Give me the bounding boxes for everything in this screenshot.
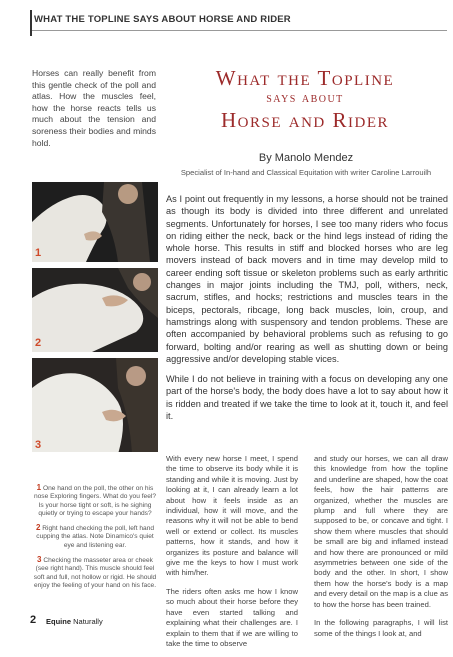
- column-left-paragraph-1: With every new horse I meet, I spend the time to observe its body while it is standing and while it is moving. Just by looking at it, I can already learn a lot about how it feels inside as an individual, how it will move, and the reasons why it will not be able to bend well or extend or collect. Its muscles patterns, how it stands, and how it organizes its posture and balance will give me the keys to how I must work with him/her.: [166, 454, 298, 578]
- page-number: 2: [30, 614, 37, 626]
- caption-number-3: 3: [37, 555, 42, 565]
- photo-1: [32, 182, 158, 262]
- body-paragraph-1: As I point out frequently in my lessons, a horse should not be trained as though its body is divided into three different and unrelated segments. Unfortunately for horses, I see too many riders who focus on riding either the neck, back or the hind legs instead of riding the whole horse. This results in stiff and blocked horses who are leg movers instead of back movers and in time may develop mild to career ending soft tissue or skeleton problems such as early arthritic changes in major joints including the TMJ, poll, withers, neck, sacrum, stifles, and hocks; restrictions and muscles tears in the biceps, pectorals, ribcage, long back muscles, loin, croup, and hamstrings along with suspensory and tendon problems. These are often accompanied by behavioral problems such as refusing to go forward, bolting and/or rearing as well as shutting down or being aggressive and/or developing stable vices.: [166, 194, 448, 364]
- caption-text-2: Right hand checking the poll, left hand cupping the atlas. Note Dinamico's quiet eye and listening ear.: [36, 525, 155, 549]
- horse-photo-3-image: [32, 358, 158, 452]
- caption-number-1: 1: [36, 483, 42, 492]
- title-line-2: says about: [266, 91, 344, 106]
- publication-name-bold: Equine: [46, 617, 72, 626]
- article-body: [166, 193, 448, 430]
- byline: By Manolo Mendez: [258, 152, 354, 164]
- header-accent-bar: [30, 10, 32, 36]
- photo-number-2: 2: [35, 337, 42, 349]
- caption-text-3: Checking the masseter area or cheek (see right hand). This muscle should feel soft and full, not hollow or rigid. He should enjoy the feeling of your hand on his face.: [33, 557, 157, 589]
- title-line-1: What the Topline: [215, 66, 395, 90]
- author-credit: Specialist of In-hand and Classical Equitation with writer Caroline Larrouilh: [180, 168, 432, 177]
- text-column-left: [166, 454, 298, 657]
- horse-photo-2-image: [32, 268, 158, 352]
- caption-number-2: 2: [35, 523, 41, 533]
- header-rule: [32, 30, 447, 31]
- photo-3: [32, 358, 158, 452]
- column-left-paragraph-2: The riders often asks me how I know so much about their horse before they have even started talking and explaining what their challenges are. I explain to them that if we are willing to take the time to observe: [166, 586, 298, 648]
- article-title: [160, 66, 450, 132]
- column-right-paragraph-2: In the following paragraphs, I will list some of the things I look at, and: [314, 618, 448, 638]
- text-column-right: [314, 454, 448, 647]
- photo-captions: [32, 484, 158, 596]
- body-paragraph-2: While I do not believe in training with a focus on developing any one part of the horse's body, the body does have a lot to say about how it is ridden and treated if we take the time to look at it, touch it, and feel it.: [166, 374, 448, 422]
- horse-photo-1-image: [32, 182, 158, 262]
- photo-strip: [32, 182, 158, 452]
- intro-text: Horses can really benefit from this gentle check of the poll and atlas. How the muscles feel, how the horse reacts tells us much about the tension and soreness their bodies and minds hold.: [32, 68, 156, 148]
- photo-number-1: 1: [35, 247, 42, 259]
- column-right-paragraph-1: and study our horses, we can all draw this knowledge from how the topline and underline are shaped, how the coat feels, how the hair patterns are organized, whether the muscles are plump and full where they are supposed to be, or concave and tight. I show them where muscles that should be small are big and inflamed instead and how there are pronounced or mild asymmetries between one side of the body and the other. In short, I show them how the horse's body is a map and every detail on the map is a clue as to how the horse has been trained.: [314, 454, 448, 609]
- publication-name: [46, 617, 103, 626]
- caption-1: [32, 484, 158, 518]
- caption-text-1: One hand on the poll, the other on his nose Exploring fingers. What do you feel? Is your horse tight or soft, is he sighing quietly or trying to escape your hands?: [33, 485, 157, 517]
- photo-2: [32, 268, 158, 352]
- photo-number-3: 3: [35, 439, 42, 451]
- running-header: WHAT THE TOPLINE SAYS ABOUT HORSE AND RIDER: [34, 14, 291, 25]
- caption-3: [32, 556, 158, 590]
- publication-name-rest: Naturally: [73, 617, 103, 626]
- title-line-3: Horse and Rider: [220, 108, 389, 132]
- caption-2: [32, 524, 158, 550]
